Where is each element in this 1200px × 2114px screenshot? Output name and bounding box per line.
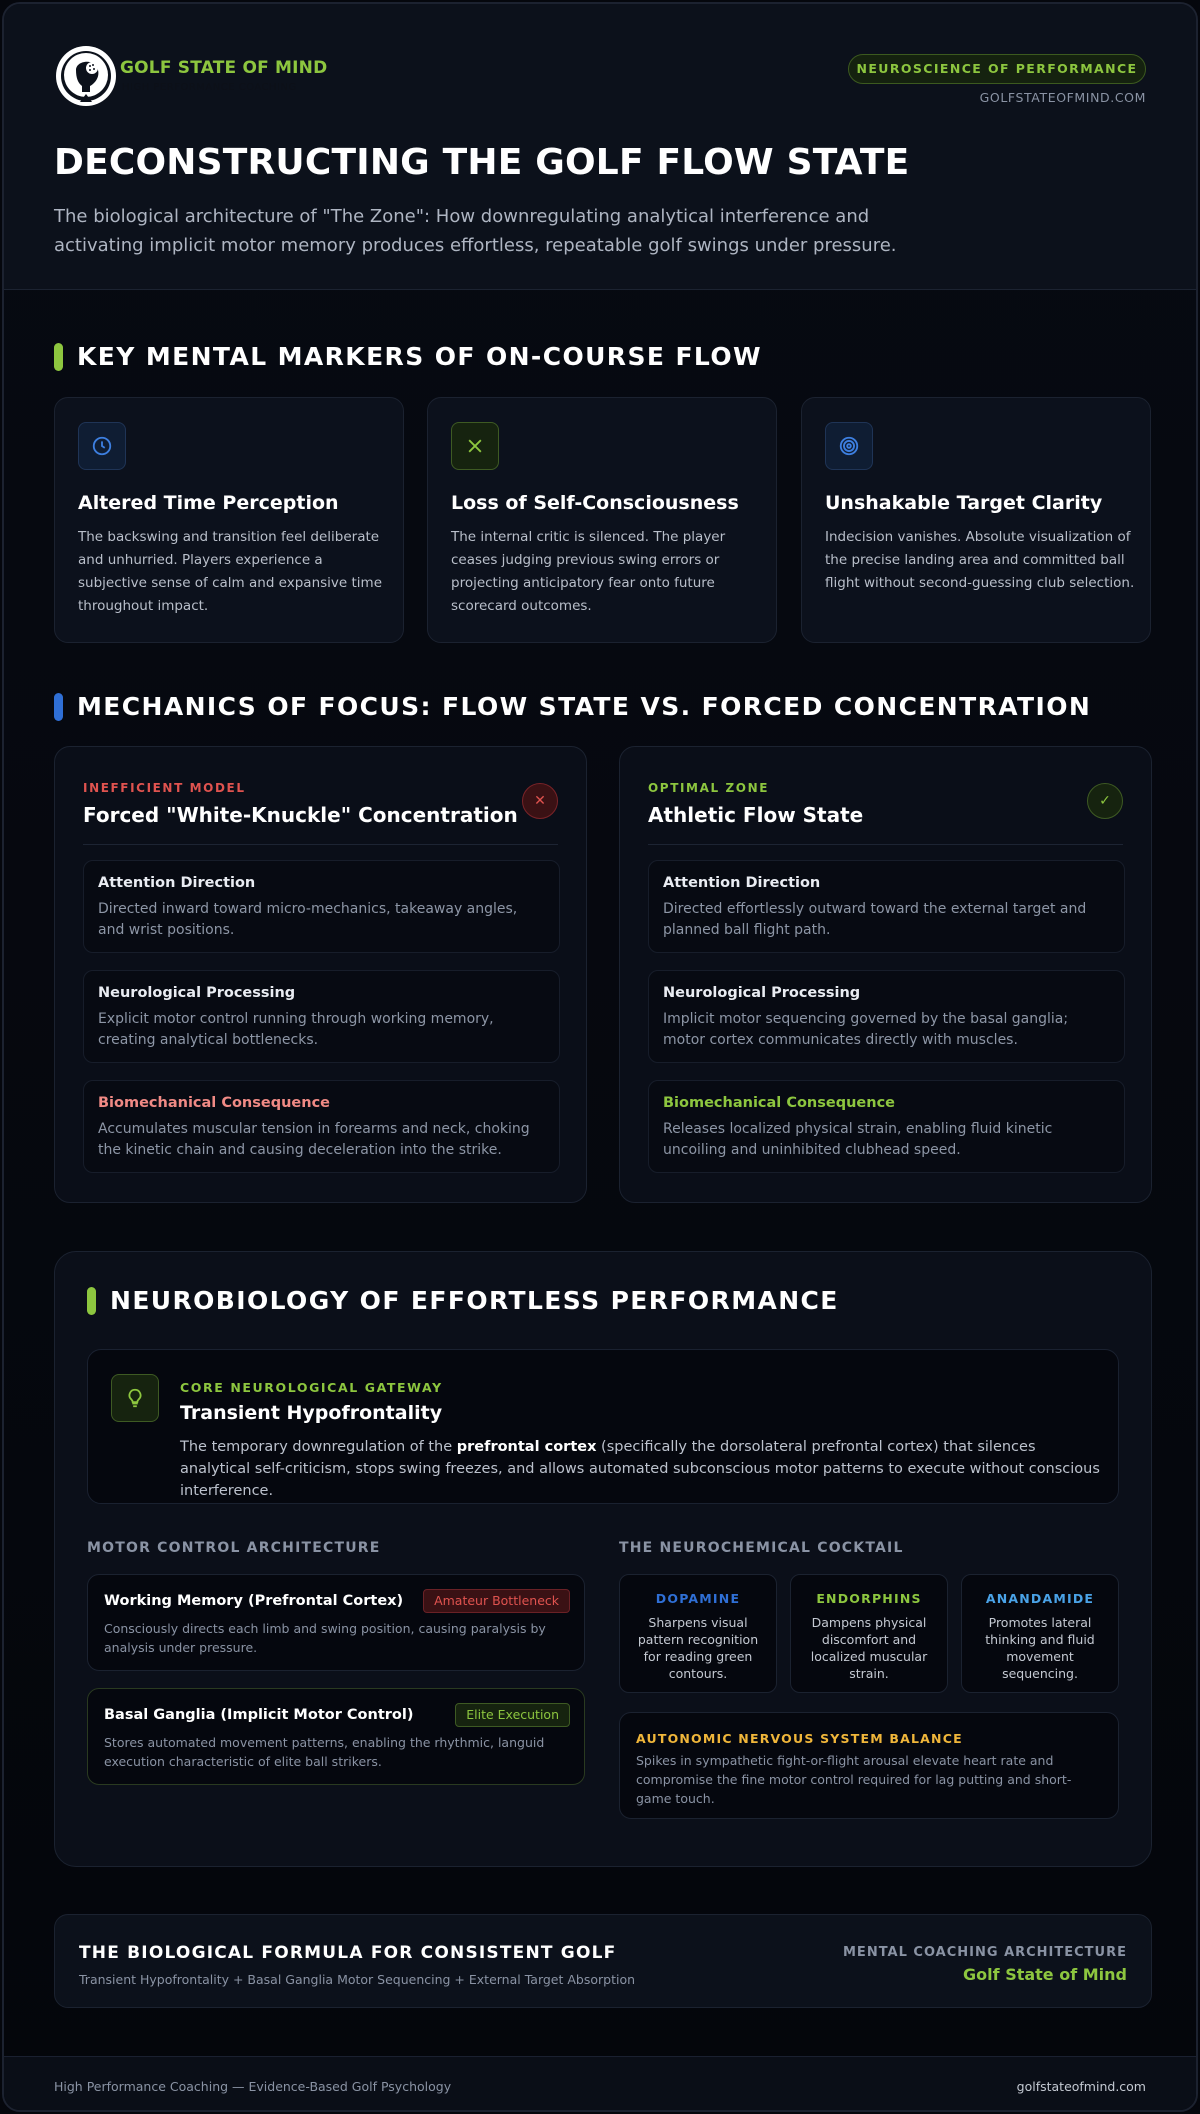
page-title: DECONSTRUCTING THE GOLF FLOW STATE (54, 142, 910, 183)
marker-text: The backswing and transition feel deliberate and unhurried. Players experience a subjective sense of calm and expansive time throughout impact. (78, 529, 383, 614)
divider (83, 844, 558, 845)
marker-title: Altered Time Perception (78, 492, 339, 514)
flow-state-panel (619, 746, 1152, 1203)
marker-card-target (801, 397, 1151, 643)
row-label: Neurological Processing (663, 985, 861, 1001)
hypofrontality-card (87, 1349, 1119, 1504)
row-label: Attention Direction (98, 875, 256, 891)
formula-brand: Golf State of Mind (963, 1965, 1127, 1984)
panel-kicker: OPTIMAL ZONE (648, 781, 770, 795)
marker-card-self-consciousness (427, 397, 777, 643)
mechanics-section-heading (54, 692, 1091, 721)
neurochemical-heading: THE NEUROCHEMICAL COCKTAIL (619, 1540, 904, 1556)
section-title: MECHANICS OF FOCUS: FLOW STATE VS. FORCED CONCENTRATION (77, 692, 1092, 721)
comparison-row (648, 860, 1125, 953)
footer-tagline: High Performance Coaching — Evidence-Based Golf Psychology (54, 2079, 452, 2094)
site-url-header[interactable]: GOLFSTATEOFMIND.COM (979, 90, 1146, 105)
motor-title: Working Memory (Prefrontal Cortex) (104, 1593, 404, 1609)
motor-control-heading: MOTOR CONTROL ARCHITECTURE (87, 1540, 381, 1556)
row-text: Implicit motor sequencing governed by the basal ganglia; motor cortex communicates directly with muscles. (663, 1011, 1069, 1048)
chem-name: ANANDAMIDE (985, 1591, 1095, 1606)
formula-text: Transient Hypofrontality + Basal Ganglia Motor Sequencing + External Target Absorption (79, 1972, 636, 1987)
formula-banner (54, 1914, 1152, 2008)
endorphins-card (790, 1574, 948, 1693)
row-text: Accumulates muscular tension in forearms and neck, choking the kinetic chain and causing deceleration into the strike. (98, 1121, 530, 1158)
anandamide-card (961, 1574, 1119, 1693)
section-accent-bar (87, 1287, 96, 1315)
neuro-section-heading (87, 1286, 839, 1315)
comparison-row (83, 970, 560, 1063)
autonomic-balance-card (619, 1712, 1119, 1819)
x-mark-icon: ✕ (522, 783, 558, 819)
row-label: Biomechanical Consequence (98, 1095, 330, 1111)
amateur-bottleneck-tag: Amateur Bottleneck (423, 1589, 570, 1613)
page-subtitle: The biological architecture of "The Zone": How downregulating analytical interference and activating implicit motor memory produces effortless, repeatable golf swings under pressure. (54, 206, 897, 256)
section-title: NEUROBIOLOGY OF EFFORTLESS PERFORMANCE (110, 1286, 839, 1315)
elite-execution-tag: Elite Execution (455, 1703, 570, 1727)
page-footer (4, 2056, 1196, 2112)
chem-text: Sharpens visual pattern recognition for reading green contours. (637, 1615, 759, 1681)
formula-kicker: MENTAL COACHING ARCHITECTURE (843, 1945, 1127, 1960)
footer-site-link[interactable]: golfstateofmind.com (1016, 2079, 1146, 2094)
forced-concentration-panel (54, 746, 587, 1203)
row-text: Explicit motor control running through working memory, creating analytical bottlenecks. (98, 1011, 494, 1048)
marker-text: Indecision vanishes. Absolute visualization of the precise landing area and committed ball flight without second-guessing club selection. (825, 529, 1135, 591)
divider (648, 844, 1123, 845)
row-text: Directed inward toward micro-mechanics, takeaway angles, and wrist positions. (98, 901, 518, 938)
working-memory-card (87, 1574, 585, 1671)
row-text: Directed effortlessly outward toward the external target and planned ball flight path. (663, 901, 1087, 938)
target-icon (825, 422, 873, 470)
section-accent-bar (54, 693, 63, 721)
row-label: Biomechanical Consequence (663, 1095, 895, 1111)
page-frame (2, 2, 1198, 2112)
lightbulb-icon (111, 1374, 159, 1422)
row-label: Attention Direction (663, 875, 821, 891)
chem-text: Dampens physical discomfort and localized muscular strain. (810, 1615, 928, 1681)
basal-ganglia-card (87, 1688, 585, 1785)
brand-tagline: HIGH PERFORMANCE COACHING (122, 82, 297, 93)
motor-text: Stores automated movement patterns, enabling the rhythmic, languid execution characteristic of elite ball strikers. (104, 1735, 545, 1769)
comparison-row (648, 970, 1125, 1063)
formula-title: THE BIOLOGICAL FORMULA FOR CONSISTENT GOLF (79, 1943, 617, 1963)
neuroscience-badge: NEUROSCIENCE OF PERFORMANCE (848, 54, 1146, 84)
marker-title: Loss of Self-Consciousness (451, 492, 739, 514)
marker-text: The internal critic is silenced. The player ceases judging previous swing errors or projecting anticipatory fear onto future scorecard outcomes. (451, 529, 726, 614)
motor-text: Consciously directs each limb and swing position, causing paralysis by analysis under pressure. (104, 1621, 546, 1655)
comparison-row (648, 1080, 1125, 1173)
autonomic-text: Spikes in sympathetic fight-or-flight arousal elevate heart rate and compromise the fine motor control required for lag putting and short-game touch. (636, 1753, 1072, 1806)
chem-text: Promotes lateral thinking and fluid movement sequencing. (985, 1615, 1095, 1681)
gateway-title: Transient Hypofrontality (180, 1402, 443, 1424)
autonomic-title: AUTONOMIC NERVOUS SYSTEM BALANCE (636, 1731, 963, 1746)
neurobiology-panel (54, 1251, 1152, 1867)
marker-title: Unshakable Target Clarity (825, 492, 1103, 514)
dopamine-card (619, 1574, 777, 1693)
gateway-kicker: CORE NEUROLOGICAL GATEWAY (180, 1380, 443, 1395)
clock-icon (78, 422, 126, 470)
panel-kicker: INEFFICIENT MODEL (83, 781, 246, 795)
row-text: Releases localized physical strain, enabling fluid kinetic uncoiling and uninhibited clubhead speed. (663, 1121, 1053, 1158)
chem-name: ENDORPHINS (816, 1591, 922, 1606)
section-accent-bar (54, 343, 63, 371)
panel-title: Forced "White-Knuckle" Concentration (83, 803, 518, 827)
brand-name: GOLF STATE OF MIND (120, 58, 328, 78)
comparison-row (83, 860, 560, 953)
panel-title: Athletic Flow State (648, 803, 864, 827)
check-mark-icon: ✓ (1087, 783, 1123, 819)
row-label: Neurological Processing (98, 985, 296, 1001)
section-title: KEY MENTAL MARKERS OF ON-COURSE FLOW (77, 342, 762, 371)
chem-name: DOPAMINE (655, 1591, 741, 1606)
markers-section-heading (54, 342, 762, 371)
motor-title: Basal Ganglia (Implicit Motor Control) (104, 1707, 414, 1723)
gateway-text: The temporary downregulation of the prefrontal cortex (specifically the dorsolateral prefrontal cortex) that silences analytical self-criticism, stops swing freezes, and allows automated subconscious motor patterns to execute without conscious interference. (180, 1439, 1100, 1499)
marker-card-time (54, 397, 404, 643)
page-header (4, 4, 1196, 290)
golf-head-logo-icon (54, 46, 118, 110)
close-x-icon (451, 422, 499, 470)
comparison-row (83, 1080, 560, 1173)
